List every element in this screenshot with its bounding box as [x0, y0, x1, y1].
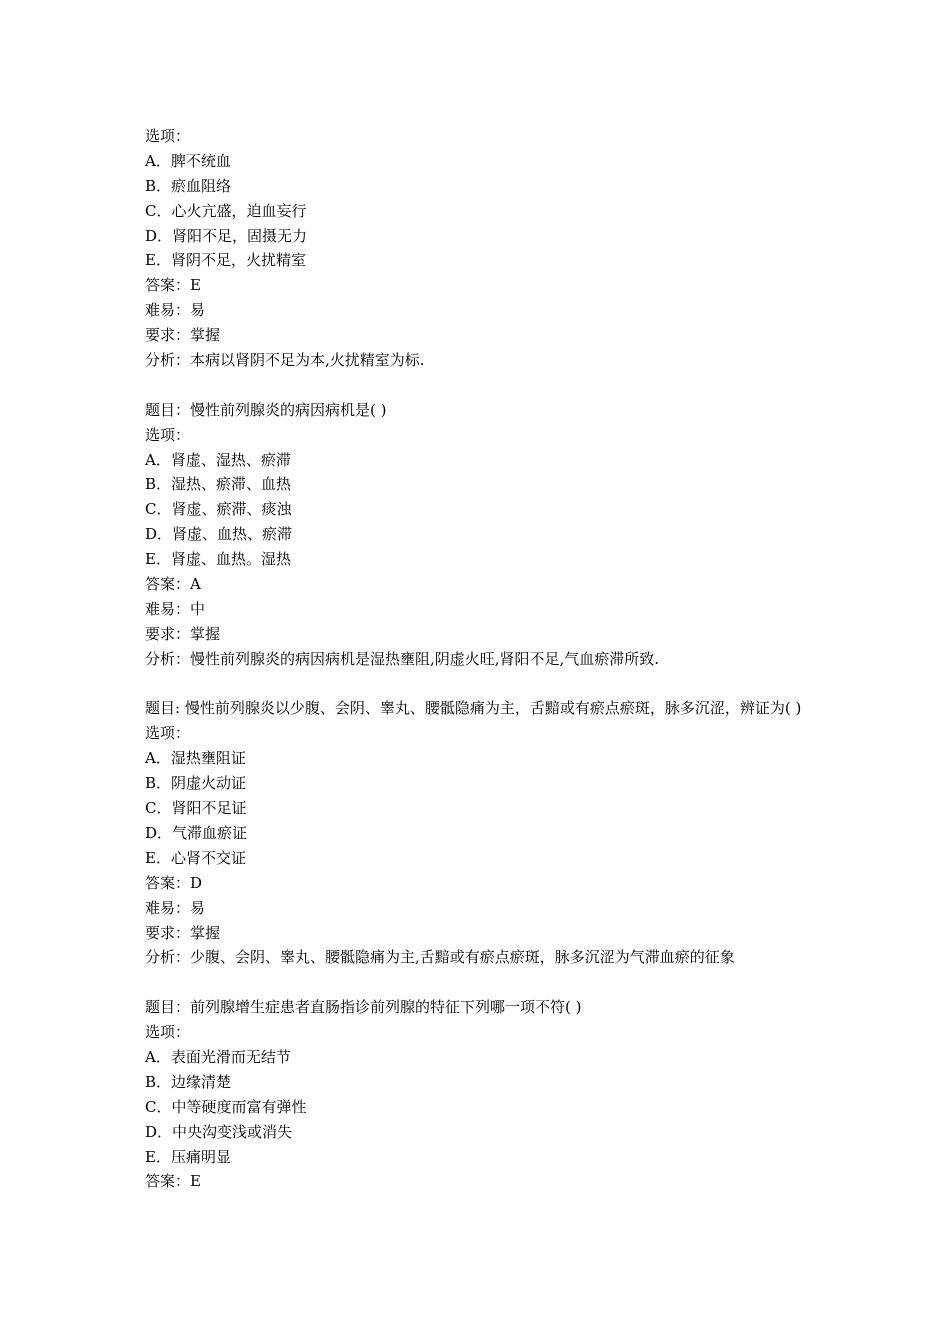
options-label: 选项：: [145, 1023, 191, 1042]
option-a: A．肾虚、湿热、瘀滞: [145, 450, 291, 469]
option-a: A．脾不统血: [145, 151, 231, 170]
option-d: D．肾虚、血热、瘀滞: [145, 525, 293, 544]
answer: 答案：E: [145, 1172, 201, 1191]
option-d: D．气滞血瘀证: [145, 823, 248, 842]
block-spacer: [145, 373, 815, 398]
question-block-1: [145, 124, 815, 373]
option-c: C．中等硬度而富有弹性: [145, 1097, 307, 1116]
option-e: E．肾虚、血热。湿热: [145, 550, 291, 569]
difficulty: 难易：易: [145, 898, 206, 917]
option-b: B．阴虚火动证: [145, 774, 247, 793]
difficulty: 难易：易: [145, 301, 206, 320]
question-title: 题目：慢性前列腺炎的病因病机是( ): [145, 400, 387, 419]
question-block-2: [145, 398, 815, 672]
analysis: 分析：本病以肾阴不足为本,火扰精室为标.: [145, 351, 425, 370]
difficulty: 难易：中: [145, 599, 206, 618]
requirement: 要求：掌握: [145, 923, 221, 942]
option-c: C．肾阳不足证: [145, 799, 247, 818]
option-d: D．肾阳不足，固摄无力: [145, 226, 308, 245]
option-b: B．湿热、瘀滞、血热: [145, 475, 292, 494]
analysis: 分析：少腹、会阴、睾丸、腰骶隐痛为主,舌黯或有瘀点瘀斑，脉多沉涩为气滞血瘀的征象: [145, 948, 735, 967]
block-spacer: [145, 970, 815, 995]
answer: 答案：E: [145, 276, 201, 295]
option-d: D．中央沟变浅或消失: [145, 1122, 293, 1141]
question-block-3: [145, 696, 815, 970]
requirement: 要求：掌握: [145, 326, 221, 345]
option-b: B．边缘清楚: [145, 1072, 232, 1091]
question-block-4: [145, 995, 815, 1194]
option-a: A．表面光滑而无结节: [145, 1047, 291, 1066]
answer: 答案：D: [145, 873, 203, 892]
answer: 答案：A: [145, 575, 201, 594]
option-b: B．瘀血阻络: [145, 176, 232, 195]
options-label: 选项：: [145, 425, 191, 444]
block-spacer: [145, 672, 815, 697]
document-page: [145, 124, 815, 1194]
option-c: C．心火亢盛，迫血妄行: [145, 201, 307, 220]
option-c: C．肾虚、瘀滞、痰浊: [145, 500, 292, 519]
analysis: 分析：慢性前列腺炎的病因病机是湿热壅阻,阴虚火旺,肾阳不足,气血瘀滞所致.: [145, 649, 660, 668]
option-e: E．心肾不交证: [145, 848, 246, 867]
question-title: 题目：前列腺增生症患者直肠指诊前列腺的特征下列哪一项不符( ): [145, 998, 582, 1017]
options-label: 选项：: [145, 127, 191, 145]
options-label: 选项：: [145, 724, 191, 743]
option-a: A．湿热壅阻证: [145, 749, 246, 768]
requirement: 要求：掌握: [145, 624, 221, 643]
option-e: E．压痛明显: [145, 1147, 231, 1166]
option-e: E．肾阴不足，火扰精室: [145, 251, 306, 270]
question-title: 题目: 慢性前列腺炎以少腹、会阴、睾丸、腰骶隐痛为主，舌黯或有瘀点瘀斑，脉多沉涩，辨证为( ): [145, 699, 802, 718]
